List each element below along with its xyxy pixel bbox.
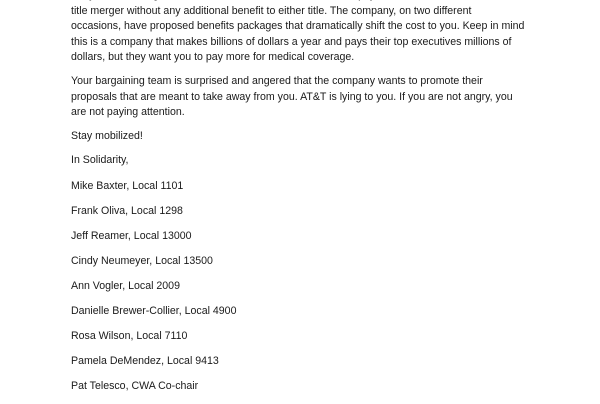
paragraph-line: this is a company that makes billions of dollars a year and pays their top executives millions of: [71, 35, 512, 48]
paragraph-line: proposals that are meant to take away from you. AT&T is lying to you. If you are not angry, you: [71, 90, 513, 103]
signature-entry: Danielle Brewer-Collier, Local 4900: [71, 304, 237, 317]
signature-entry: Pat Telesco, CWA Co-chair: [71, 379, 199, 392]
paragraph-line: [71, 0, 541, 4]
signature-entry: Frank Oliva, Local 1298: [71, 204, 183, 217]
paragraph-line: title merger without any additional benefit to either title. The company, on two different: [71, 4, 472, 17]
paragraph-line: dollars, but they want you to pay more for medical coverage.: [71, 51, 355, 63]
letter-body: [71, 0, 541, 404]
signature-entry: Ann Vogler, Local 2009: [71, 279, 180, 292]
signature-entry: Pamela DeMendez, Local 9413: [71, 354, 219, 367]
paragraph-line: occasions, have proposed benefits packages that dramatically shift the cost to you. Keep in mind: [71, 20, 525, 32]
paragraph-line: Your bargaining team is surprised and angered that the company wants to promote their: [71, 75, 483, 88]
stay-mobilized-line: Stay mobilized!: [71, 130, 143, 143]
paragraph-bargaining-team: [71, 74, 541, 121]
signature-entry: Cindy Neumeyer, Local 13500: [71, 254, 213, 267]
paragraph-line: are not paying attention.: [71, 106, 185, 119]
signature-entry: Rosa Wilson, Local 7110: [71, 329, 188, 342]
signature-entry: Mike Baxter, Local 1101: [71, 179, 184, 192]
closing-salutation: In Solidarity,: [71, 154, 129, 167]
paragraph-benefits: [71, 0, 541, 66]
signature-list: [71, 179, 541, 395]
signature-entry: Jeff Reamer, Local 13000: [71, 229, 192, 242]
